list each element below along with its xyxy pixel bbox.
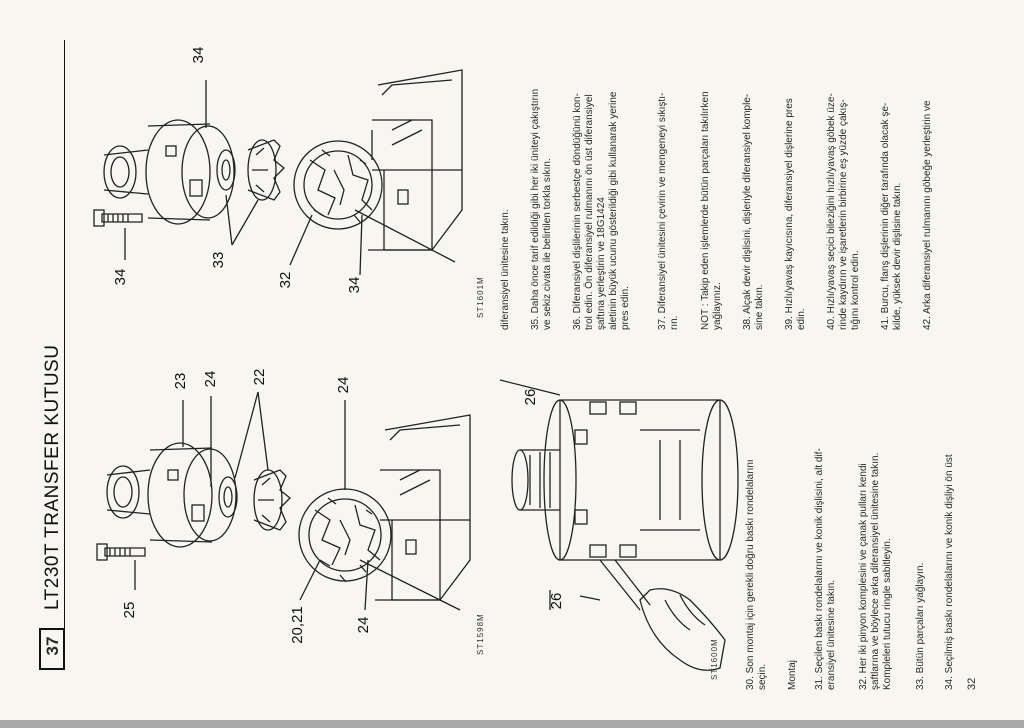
step-34-continued: diferansiyel ünitesine takın. xyxy=(500,209,511,330)
callout-34a: 34 xyxy=(112,268,129,286)
step-36: 36. Diferansiyel dişlilerinin serbestçe döndüğünü kon- trol edin. Ön diferansiyel rulmanını ön üst diferansiyel şaftına yerleştirin ve 18G1424 aletinin büyük ucunu gösterildiği gibi kullanarak yerine pres edin. xyxy=(572,91,631,330)
step-31: 31. Seçilen baskı rondelalarını ve konik dişlisini, alt dif- eransiyel ünitesine takın. xyxy=(814,448,837,690)
step-38: 38. Alçak devir dişlisini, dişleriyle diferansiyel komple- sine takın. xyxy=(742,93,765,330)
step-35: 35. Daha önce tarif edildiği gibi her iki üniteyi çakıştırın ve sekiz civata ile belirtilen torkla sıkın. xyxy=(530,88,553,330)
section-heading-montaj: Montaj xyxy=(787,659,798,690)
callout-26a: 26 xyxy=(522,388,539,406)
callout-32: 32 xyxy=(277,271,294,289)
callout-33: 33 xyxy=(210,251,227,269)
scan-edge-shadow xyxy=(0,720,1024,728)
step-39: 39. Hızlı/yavaş kayıcısına, diferansiyel dişlerine pres edin. xyxy=(784,98,807,330)
callout-23: 23 xyxy=(172,372,189,390)
page-title: LT230T TRANSFER KUTUSU xyxy=(42,344,63,610)
step-33: 33. Bütün parçaları yağlayın. xyxy=(915,562,926,690)
step-37: 37. Diferansiyel ünitesini çevirin ve mengeneyi sıkıştı- rın. xyxy=(657,92,680,330)
figure-1-exploded-diff xyxy=(97,392,470,610)
callout-24c: 24 xyxy=(355,616,372,634)
footer-page-number: 32 xyxy=(966,677,978,690)
step-42: 42. Arka diferansiyel rulmanını göbeğe yerleştirin ve xyxy=(922,100,933,330)
figure-3-caption: ST1600M xyxy=(710,638,719,680)
callout-34c: 34 xyxy=(346,276,363,294)
callout-26b: 26 xyxy=(548,592,565,610)
step-34: 34. Seçilmiş baskı rondelalarını ve konik dişliyi ön üst xyxy=(944,454,955,690)
step-30: 30. Son montaj için gerekli doğru baskı rondelalarını seçin. xyxy=(745,459,768,690)
callout-24a: 24 xyxy=(202,370,219,388)
figure-2-caption: ST1601M xyxy=(476,276,485,318)
figure-2-exploded-diff xyxy=(94,70,462,275)
step-32: 32. Her iki pinyon komplesini ve çanak pulları kendi şaftlarına ve böylece arka diferansiyel ünitesine takın. Kompleleri tutucu ringle sabitleyin. xyxy=(858,452,893,690)
note-lubricate: NOT : Takip eden işlemlerde bütün parçaları takılırken yağlayınız. xyxy=(700,91,723,330)
step-40: 40. Hızlı/yavaş seçici bileziğini hızlı/yavaş göbek üze- rinde kaydırın ve işaretlerin birbirine eş yüzde çakış- tığını kontrol edin. xyxy=(826,93,861,330)
callout-20-21: 20,21 xyxy=(289,606,306,644)
callout-25: 25 xyxy=(121,601,138,619)
page-number-label: 37 xyxy=(43,636,62,656)
callout-22: 22 xyxy=(251,368,268,386)
figure-3-press-tool xyxy=(500,380,738,670)
step-41: 41. Burcu, flanş dişlerinin diğer tarafında olacak şe- kilde, yüksek devir dişlisine takın. xyxy=(880,102,903,330)
figure-1-caption: ST1598M xyxy=(476,613,485,655)
callout-34b: 34 xyxy=(190,46,207,64)
callout-24b: 24 xyxy=(335,376,352,394)
